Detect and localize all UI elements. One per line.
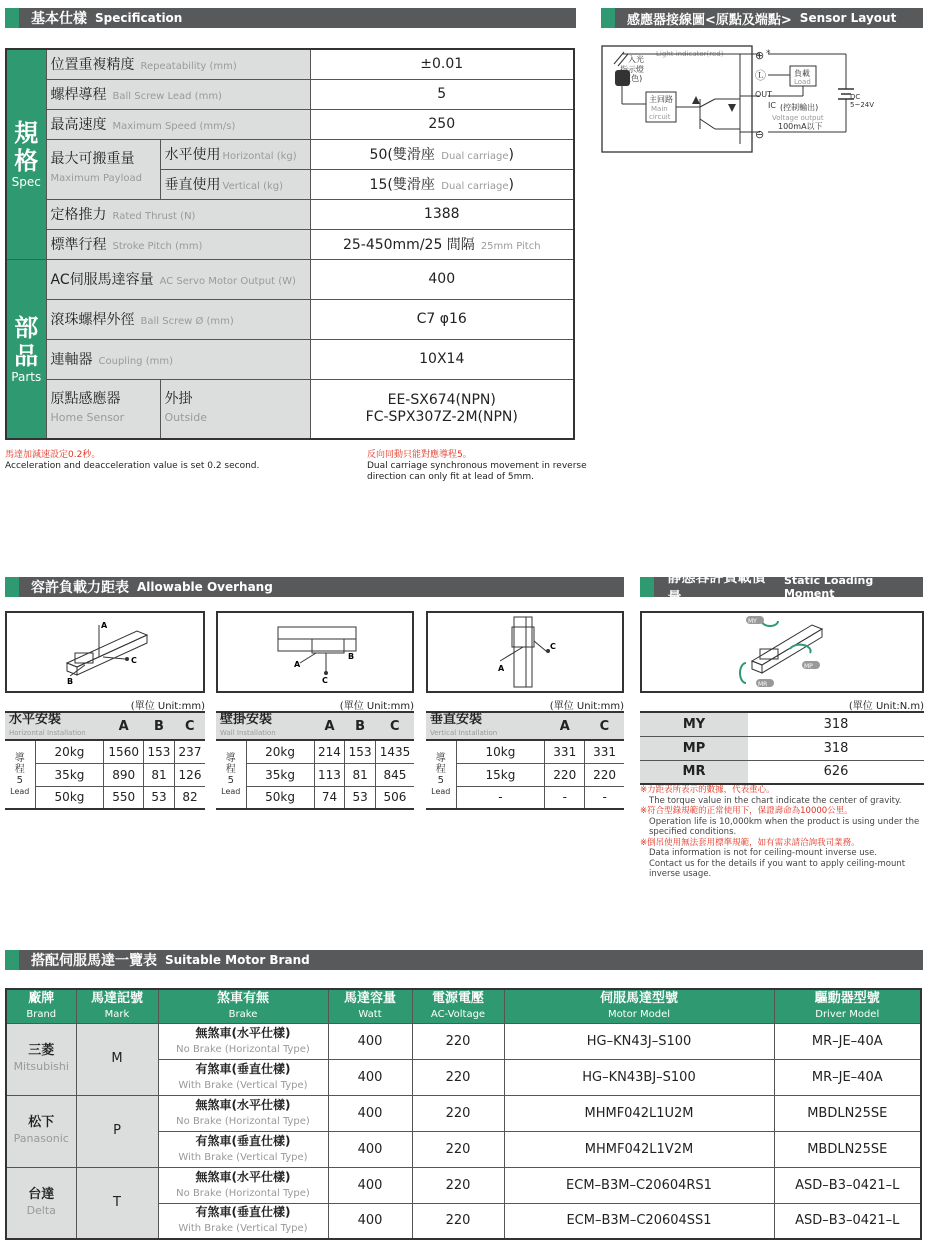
lead-label: 導 程 5 Lead bbox=[5, 740, 35, 809]
brand-cell: 三菱 Mitsubishi bbox=[6, 1023, 76, 1095]
col-watt: 馬達容量 Watt bbox=[328, 989, 412, 1023]
thrust-value: 1388 bbox=[310, 199, 574, 229]
static-unit: (單位 Unit:N.m) bbox=[848, 701, 924, 712]
brand-cell: 台達 Delta bbox=[6, 1167, 76, 1239]
screw-label: 滾珠螺桿外徑 Ball Screw Ø (mm) bbox=[46, 299, 310, 339]
table-row: 35kg 113 81 845 bbox=[216, 763, 414, 786]
main-zh: 主回路 bbox=[649, 95, 673, 104]
table-row: 50kg 74 53 506 bbox=[216, 786, 414, 809]
load-en: Load bbox=[794, 78, 811, 86]
table-row: 50kg 550 53 82 bbox=[5, 786, 205, 809]
col-driver-model: 驅動器型號 Driver Model bbox=[774, 989, 921, 1023]
lead-label: 螺桿導程 Ball Screw Lead (mm) bbox=[46, 79, 310, 109]
table-row: MR 626 bbox=[640, 760, 924, 784]
mark-cell: T bbox=[76, 1167, 158, 1239]
ic-zh: (控制輸出) bbox=[780, 103, 819, 112]
motor-value: 400 bbox=[310, 259, 574, 299]
speed-label: 最高速度 Maximum Speed (mm/s) bbox=[46, 109, 310, 139]
table-row: 有煞車(垂直仕樣) With Brake (Vertical Type) 400 220 MHMF042L1V2M MBDLN25SE bbox=[6, 1131, 921, 1167]
wall-col-a: A bbox=[314, 712, 345, 740]
table-row: MY 318 bbox=[640, 712, 924, 736]
horiz-value: 50(雙滑座 Dual carriage) bbox=[310, 139, 574, 169]
figure-label-c: C bbox=[322, 676, 328, 685]
vertical-figure bbox=[426, 611, 624, 693]
table-row: 台達 Delta T 無煞車(水平仕樣) No Brake (Horizontal Type) 400 220 ECM–B3M–C20604RS1 ASD–B3–0421–L bbox=[6, 1167, 921, 1203]
horiz-label: 水平使用 Horizontal (kg) bbox=[160, 139, 310, 169]
wall-figure bbox=[216, 611, 414, 693]
overhang-header-en: Allowable Overhang bbox=[137, 580, 273, 594]
light-zh1: 入光 bbox=[628, 55, 644, 64]
table-row: 導 程 5 Lead 20kg 214 153 1435 bbox=[216, 740, 414, 763]
table-row: 35kg 890 81 126 bbox=[5, 763, 205, 786]
vo-value: 100mA以下 bbox=[778, 122, 823, 131]
figure-label-c: C bbox=[550, 642, 556, 651]
header-accent bbox=[640, 577, 654, 597]
horizontal-col-a: A bbox=[104, 712, 144, 740]
mp-arrow-icon bbox=[790, 645, 811, 653]
horizontal-unit: (單位 Unit:mm) bbox=[130, 701, 205, 712]
payload-label: 最大可搬重量 Maximum Payload bbox=[46, 139, 160, 199]
col-mark: 馬達記號 Mark bbox=[76, 989, 158, 1023]
motor-label: AC伺服馬達容量 AC Servo Motor Output (W) bbox=[46, 259, 310, 299]
table-row: 導 程 5 Lead 20kg 1560 153 237 bbox=[5, 740, 205, 763]
static-header bbox=[640, 570, 923, 606]
spec-header-en: Specification bbox=[95, 11, 183, 25]
screw-value: C7 φ16 bbox=[310, 299, 574, 339]
minus-terminal: ⊖ bbox=[755, 128, 765, 141]
sensor-header-zh: 感應器接線圖<原點及端點> bbox=[627, 12, 792, 28]
lead-value: 5 bbox=[310, 79, 574, 109]
header-accent bbox=[5, 950, 19, 970]
sensor-header-en: Sensor Layout bbox=[799, 11, 897, 25]
sensor-diagram bbox=[600, 44, 875, 154]
col-brand: 廠牌 Brand bbox=[6, 989, 76, 1023]
header-accent bbox=[5, 8, 19, 28]
static-header-en: Static Loading Moment bbox=[783, 574, 874, 600]
table-row: MP 318 bbox=[640, 736, 924, 760]
speed-value: 250 bbox=[310, 109, 574, 139]
spec-note-1: 馬達加減速設定0.2秒。 Acceleration and deacceleration value is set 0.2 second. bbox=[5, 450, 260, 471]
parts-group-label: 部 品 Parts bbox=[6, 259, 46, 439]
light-zh3: (紅色) bbox=[620, 74, 643, 83]
figure-label-b: B bbox=[67, 677, 74, 686]
dc-label: DC bbox=[850, 93, 861, 101]
figure-label-c: C bbox=[131, 656, 137, 665]
static-table bbox=[640, 711, 924, 785]
header-accent bbox=[5, 577, 19, 597]
table-row: - - - bbox=[426, 786, 624, 809]
table-row: 導 程 5 Lead 10kg 331 331 bbox=[426, 740, 624, 763]
mr-arrow-icon bbox=[740, 663, 746, 683]
spec-header-zh: 基本仕樣 bbox=[31, 11, 87, 27]
my-arrow-icon bbox=[762, 621, 778, 626]
vertical-table bbox=[426, 711, 624, 810]
figure-label-a: A bbox=[498, 664, 505, 673]
vert-label: 垂直使用 Vertical (kg) bbox=[160, 169, 310, 199]
ic-label: IC bbox=[768, 101, 776, 110]
vertical-col-c: C bbox=[585, 712, 624, 740]
wall-col-b: B bbox=[345, 712, 376, 740]
col-brake: 煞車有無 Brake bbox=[158, 989, 328, 1023]
static-figure bbox=[640, 611, 924, 693]
brand-cell: 松下 Panasonic bbox=[6, 1095, 76, 1167]
table-row: 有煞車(垂直仕樣) With Brake (Vertical Type) 400 220 HG–KN43BJ–S100 MR–JE–40A bbox=[6, 1059, 921, 1095]
load-zh: 負載 bbox=[794, 69, 810, 78]
horizontal-title: 水平安裝 Horizontal Installation bbox=[5, 712, 104, 740]
figure-label-a: A bbox=[101, 621, 108, 630]
sensor-header bbox=[601, 8, 923, 28]
overhang-header bbox=[5, 577, 624, 597]
light-en: Light indicator(red) bbox=[656, 50, 724, 58]
motor-header-en: Suitable Motor Brand bbox=[165, 953, 310, 967]
mp-tag: MP bbox=[804, 663, 813, 670]
my-tag: MY bbox=[748, 618, 757, 625]
mr-tag: MR bbox=[758, 681, 768, 688]
star-mark: * bbox=[766, 49, 771, 59]
table-row: 15kg 220 220 bbox=[426, 763, 624, 786]
sensor-label: 原點感應器 Home Sensor bbox=[46, 379, 160, 439]
vertical-title: 垂直安裝 Vertical Installation bbox=[426, 712, 545, 740]
col-voltage: 電源電壓 AC-Voltage bbox=[412, 989, 504, 1023]
col-motor-model: 伺服馬達型號 Motor Model bbox=[504, 989, 774, 1023]
vertical-unit: (單位 Unit:mm) bbox=[549, 701, 624, 712]
overhang-header-zh: 容許負載力距表 bbox=[31, 580, 129, 596]
light-zh2: 指示燈 bbox=[620, 65, 644, 74]
spec-note-2: 反向同動只能對應導程5。 Dual carriage synchronous movement in reverse direction can only fit at lead of 5mm. bbox=[367, 450, 587, 482]
mark-cell: P bbox=[76, 1095, 158, 1167]
plus-terminal: ⊕ bbox=[755, 49, 765, 62]
wall-unit: (單位 Unit:mm) bbox=[339, 701, 414, 712]
repeat-label: 位置重複精度 Repeatability (mm) bbox=[46, 49, 310, 79]
static-header-zh: 靜態容許負載慣量 bbox=[667, 570, 766, 606]
static-notes: ※力距表所表示的數據，代表重心。 The torque value in the chart indicate the center of gravity. ※符合型錄規範的正常使用下，保證壽命為10000公里。 Operation life is 10,000km when the product is using under the specified conditions. ※倒吊使用無法套用標準規範，如有需求請洽詢我司業務。 Data information is not for ceiling-mount inverse use. Contact us for the details if you want to apply ceiling-mount inverse usage. bbox=[640, 785, 920, 879]
sensor-value: EE-SX674(NPN) FC-SPX307Z-2M(NPN) bbox=[310, 379, 574, 439]
stroke-label: 標準行程 Stroke Pitch (mm) bbox=[46, 229, 310, 259]
lead-label: 導 程 5 Lead bbox=[426, 740, 456, 809]
table-row: 三菱 Mitsubishi M 無煞車(水平仕樣) No Brake (Horizontal Type) 400 220 HG–KN43J–S100 MR–JE–40A bbox=[6, 1023, 921, 1059]
coupling-value: 10X14 bbox=[310, 339, 574, 379]
dc-value: 5~24V bbox=[850, 101, 875, 109]
vo-en: Voltage output bbox=[772, 114, 824, 122]
wall-col-c: C bbox=[375, 712, 414, 740]
wall-title: 壁掛安裝 Wall Installation bbox=[216, 712, 314, 740]
sensor-type: 外掛 Outside bbox=[160, 379, 310, 439]
main-en1: Main bbox=[651, 105, 668, 113]
vert-value: 15(雙滑座 Dual carriage) bbox=[310, 169, 574, 199]
horizontal-figure bbox=[5, 611, 205, 693]
horizontal-col-b: B bbox=[143, 712, 174, 740]
coupling-label: 連軸器 Coupling (mm) bbox=[46, 339, 310, 379]
wall-table bbox=[216, 711, 414, 810]
figure-label-a: A bbox=[294, 660, 301, 669]
motor-table bbox=[5, 988, 922, 1240]
repeat-value: ±0.01 bbox=[310, 49, 574, 79]
figure-label-b: B bbox=[348, 652, 355, 661]
l-terminal: Ⓛ bbox=[755, 69, 766, 82]
motor-header bbox=[5, 950, 923, 970]
spec-header bbox=[5, 8, 576, 28]
motor-header-zh: 搭配伺服馬達一覽表 bbox=[31, 953, 157, 969]
horizontal-col-c: C bbox=[175, 712, 206, 740]
header-accent bbox=[601, 8, 615, 28]
table-row: 松下 Panasonic P 無煞車(水平仕樣) No Brake (Horizontal Type) 400 220 MHMF042L1U2M MBDLN25SE bbox=[6, 1095, 921, 1131]
mark-cell: M bbox=[76, 1023, 158, 1095]
lead-label: 導 程 5 Lead bbox=[216, 740, 246, 809]
table-row: 有煞車(垂直仕樣) With Brake (Vertical Type) 400 220 ECM–B3M–C20604SS1 ASD–B3–0421–L bbox=[6, 1203, 921, 1239]
stroke-value: 25-450mm/25 間隔 25mm Pitch bbox=[310, 229, 574, 259]
spec-table bbox=[5, 48, 575, 440]
spec-group-label: 規 格 Spec bbox=[6, 49, 46, 259]
main-en2: circuit bbox=[649, 113, 671, 121]
thrust-label: 定格推力 Rated Thrust (N) bbox=[46, 199, 310, 229]
vertical-col-a: A bbox=[545, 712, 585, 740]
out-label: OUT bbox=[755, 90, 773, 99]
horizontal-table bbox=[5, 711, 205, 810]
